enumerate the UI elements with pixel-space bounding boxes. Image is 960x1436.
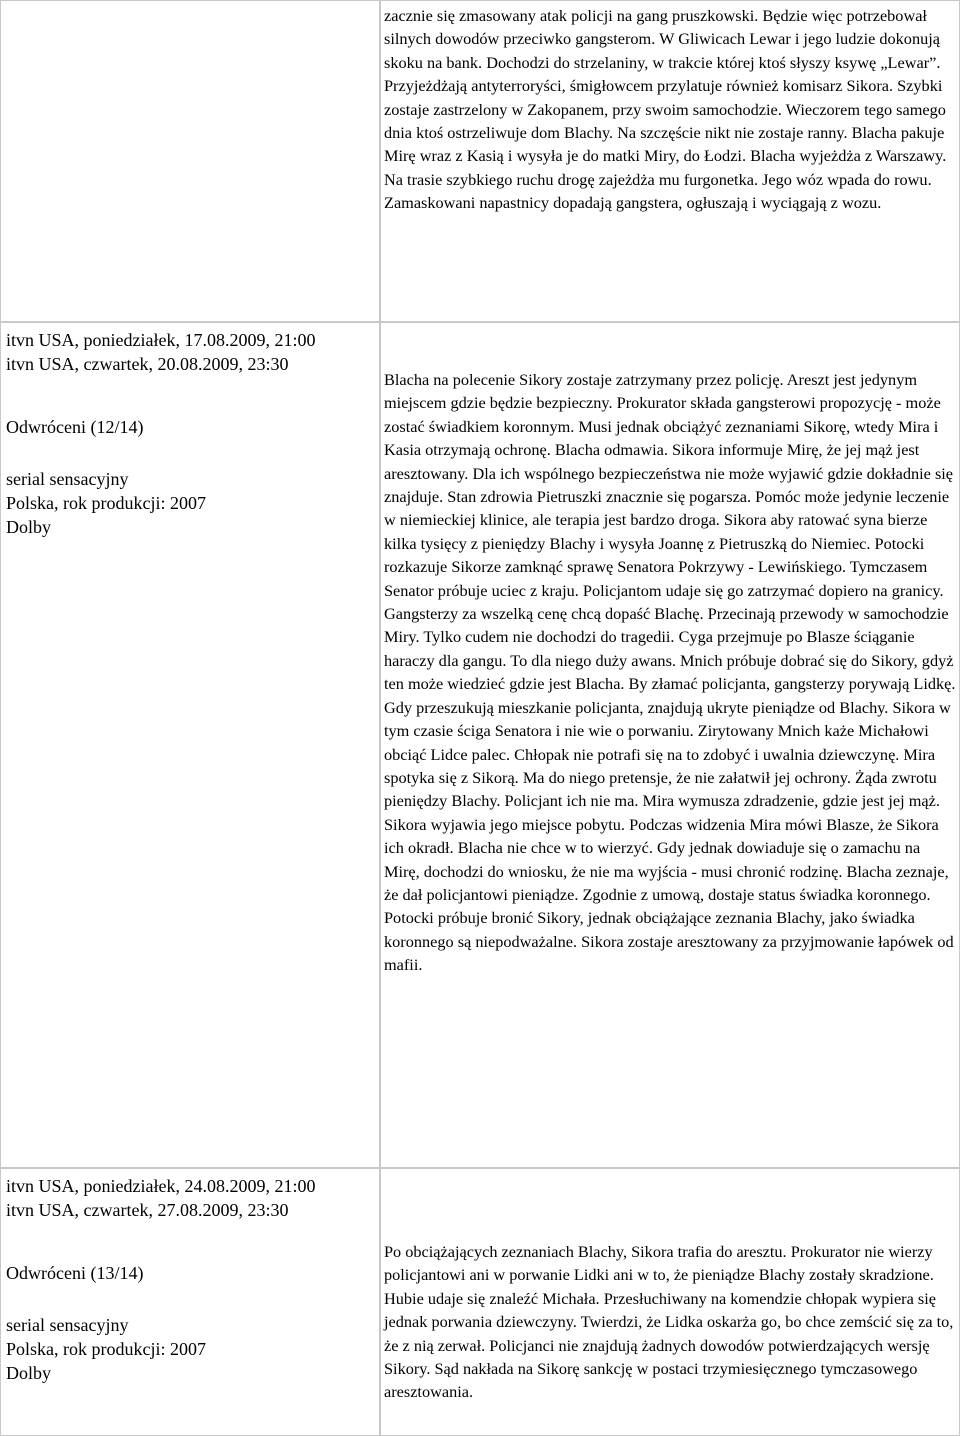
entry-description-cell <box>380 0 960 322</box>
entry-description-cell <box>380 322 960 1168</box>
episode-description: Blacha na polecenie Sikory zostaje zatrzymany przez policję. Areszt jest jedynym miejscem gdzie będzie bezpieczny. Prokurator składa gangsterowi propozycję - może zostać świadkiem koronnym. Musi jednak obciążyć zeznaniami Sikorę, wtedy Mira i Kasia otrzymają ochronę. Blacha odmawia. Sikora informuje Mirę, że jej mąż jest aresztowany. Dla ich wspólnego bezpieczeństwa nie może wyjawić gdzie dokładnie się znajduje. Stan zdrowia Pietruszki znacznie się pogarsza. Pomóc może jedynie leczenie w niemieckiej klinice, ale terapia jest bardzo droga. Sikora aby ratować syna bierze kilka tysięcy z pieniędzy Blachy i wysyła Joannę z Pietruszką do Niemiec. Potocki rozkazuje Sikorze zamknąć sprawę Senatora Pokrzywy - Lewińskiego. Tymczasem Senator próbuje uciec z kraju. Policjantom udaje się go zatrzymać dopiero na granicy. Gangsterzy za wszelką cenę chcą dopaść Blachę. Przecinają przewody w samochodzie Miry. Tylko cudem nie dochodzi do tragedii. Cyga przejmuje po Blasze ściąganie haraczy dla gangu. To dla niego duży awans. Mnich próbuje dobrać się do Sikory, gdyż ten może wiedzieć gdzie jest Blacha. By złamać policjanta, gangsterzy porywają Lidkę. Gdy przeszukują mieszkanie policjanta, znajdują ukryte pieniądze od Blachy. Sikora w tym czasie ściga Senatora i nie wie o porwaniu. Zirytowany Mnich każe Michałowi obciąć Lidce palec. Chłopak nie potrafi się na to zdobyć i uwalnia dziewczynę. Mira spotyka się z Sikorą. Ma do niego pretensje, że nie załatwił jej ochrony. Żąda zwrotu pieniędzy Blachy. Policjant ich nie ma. Mira wymusza zdradzenie, gdzie jest jej mąż. Sikora wyjawia jego miejsce pobytu. Podczas widzenia Mira mówi Blasze, że Sikora ich okradł. Blacha nie chce w to wierzyć. Gdy jednak dowiaduje się o zamachu na Mirę, dochodzi do wniosku, że nie ma wyjścia - musi chronić rodzinę. Blacha zeznaje, że dał policjantowi pieniądze. Zgodnie z umową, dostaje status świadka koronnego. Potocki próbuje bronić Sikory, jednak obciążające zeznania Blachy, jako świadka koronnego są niepodważalne. Sikora zostaje aresztowany za przyjmowanie łapówek od mafii. <box>384 370 956 975</box>
airing-time: itvn USA, czwartek, 27.08.2009, 23:30 <box>6 1200 289 1220</box>
episode-title: Odwróceni (12/14) <box>6 417 144 437</box>
episode-audio: Dolby <box>6 517 51 537</box>
episode-description: zacznie się zmasowany atak policji na gang pruszkowski. Będzie więc potrzebował silnych dowodów przeciwko gangsterom. W Gliwicach Lewar i jego ludzie dokonują skoku na bank. Dochodzi do strzelaniny, w trakcie której ktoś słyszy ksywę „Lewar”. Przyjeżdżają antyterroryści, śmigłowcem przylatuje również komisarz Sikora. Szybki zostaje zastrzelony w Zakopanem, przy swoim samochodzie. Wieczorem tego samego dnia ktoś ostrzeliwuje dom Blachy. Na szczęście nikt nie zostaje ranny. Blacha pakuje Mirę wraz z Kasią i wysyła je do matki Miry, do Łodzi. Blacha wyjeżdża z Warszawy. Na trasie szybkiego ruchu drogę zajeżdża mu furgonetka. Jego wóz wpada do rowu. Zamaskowani napastnicy dopadają gangstera, ogłuszają i wyciągają z wozu. <box>384 6 947 213</box>
episode-production: Polska, rok produkcji: 2007 <box>6 493 206 513</box>
entry-description-cell <box>380 1168 960 1436</box>
episode-genre: serial sensacyjny <box>6 469 129 489</box>
entry-info-cell <box>0 322 380 1168</box>
episode-genre: serial sensacyjny <box>6 1315 129 1335</box>
entry-info-cell <box>0 0 380 322</box>
episode-audio: Dolby <box>6 1363 51 1383</box>
entry-info-cell <box>0 1168 380 1436</box>
episode-title: Odwróceni (13/14) <box>6 1263 144 1283</box>
episode-production: Polska, rok produkcji: 2007 <box>6 1339 206 1359</box>
airing-time: itvn USA, poniedziałek, 24.08.2009, 21:00 <box>6 1176 316 1196</box>
episode-description: Po obciążających zeznaniach Blachy, Sikora trafia do aresztu. Prokurator nie wierzy policjantowi ani w porwanie Lidki ani w to, że pieniądze Blachy zostały skradzione. Hubie udaje się znaleźć Michała. Przesłuchiwany na komendzie chłopak wypiera się jednak porwania dziewczyny. Twierdzi, że Lidka oskarża go, bo chce zemścić się za to, że z nią zerwał. Policjanci nie znajdują żadnych dowodów potwierdzających wersję Sikory. Sąd nakłada na Sikorę sankcję w postaci trzymiesięcznego tymczasowego aresztowania. <box>384 1242 954 1402</box>
airing-time: itvn USA, czwartek, 20.08.2009, 23:30 <box>6 354 289 374</box>
airing-time: itvn USA, poniedziałek, 17.08.2009, 21:00 <box>6 330 316 350</box>
episode-info <box>6 328 375 539</box>
episode-info <box>6 1174 375 1385</box>
